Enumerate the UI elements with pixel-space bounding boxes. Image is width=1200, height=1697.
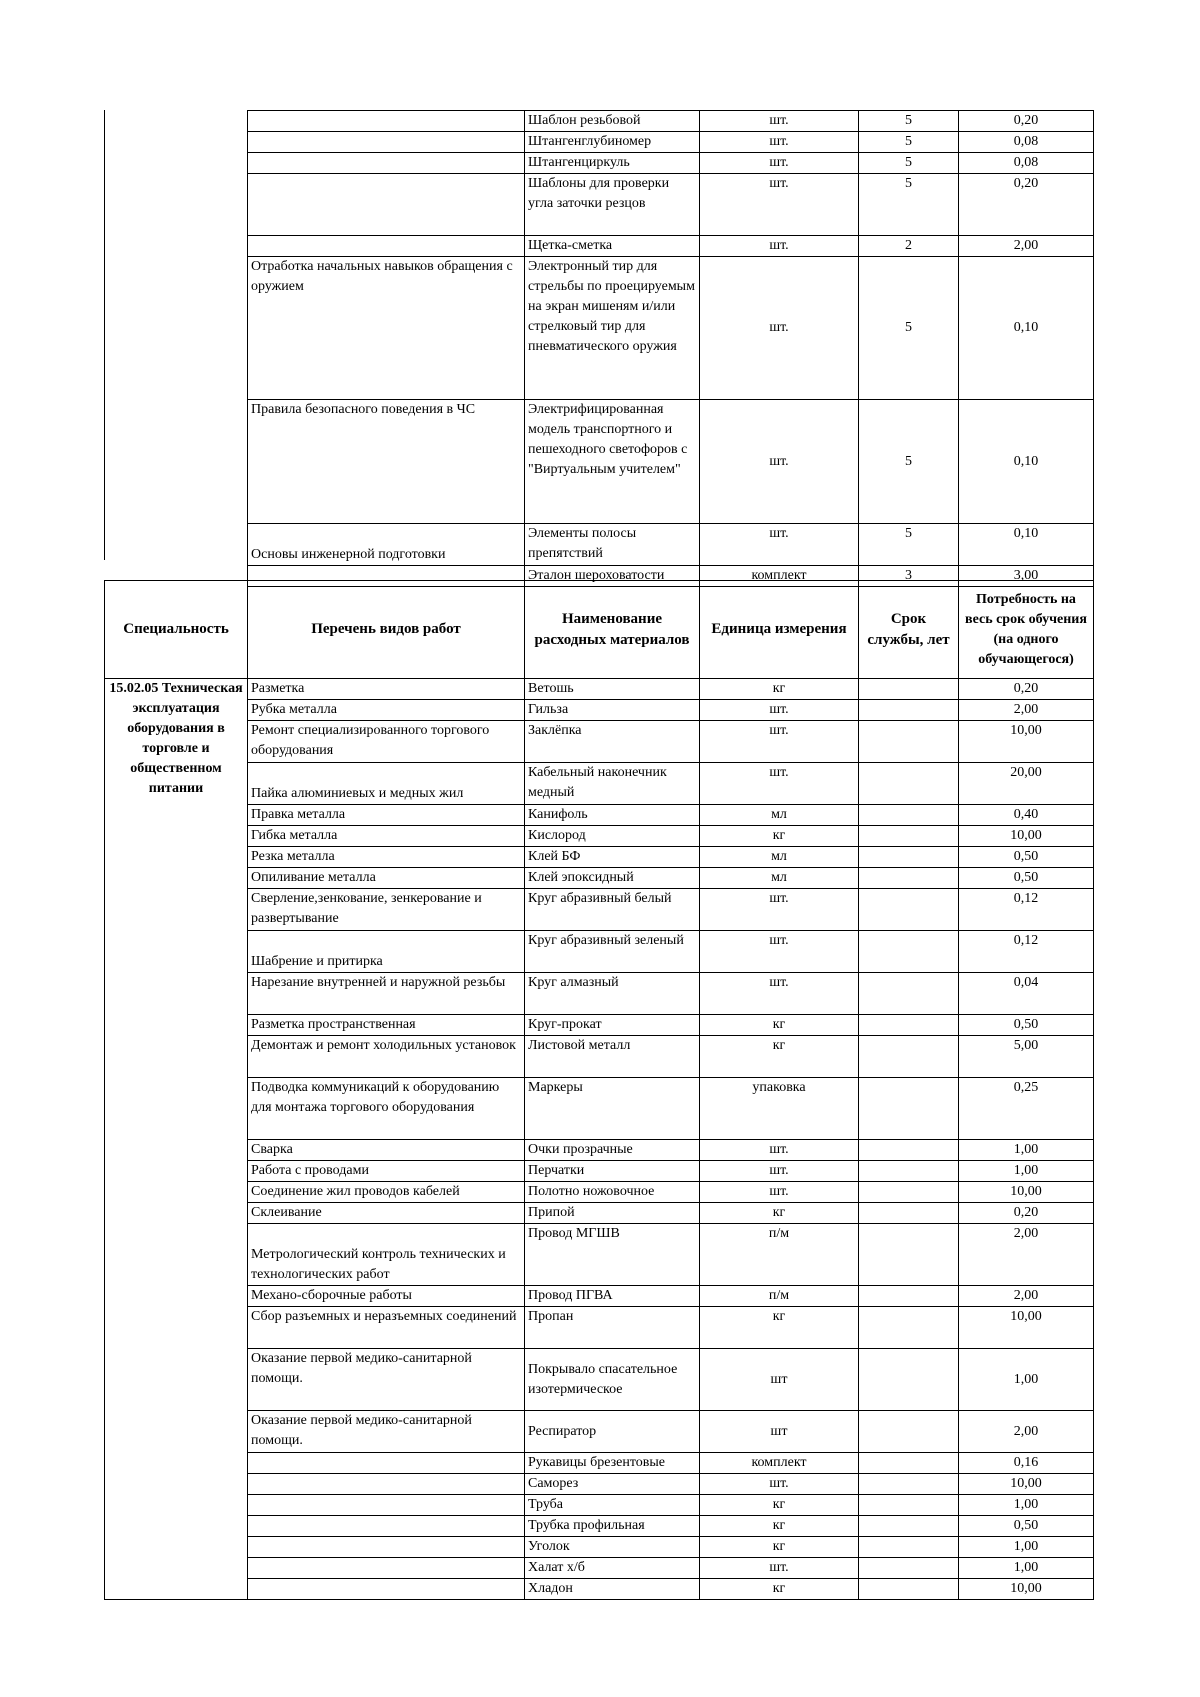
material-cell: Хладон — [525, 1579, 700, 1600]
work-cell: Механо-сборочные работы — [248, 1286, 525, 1307]
material-cell: Электрифицированная модель транспортного и пешеходного светофоров с "Виртуальным учителем" — [525, 400, 700, 524]
need-cell: 10,00 — [959, 1307, 1094, 1349]
need-cell: 1,00 — [959, 1495, 1094, 1516]
table-row — [105, 1286, 1094, 1307]
material-cell: Респиратор — [525, 1411, 700, 1453]
material-cell: Пропан — [525, 1307, 700, 1349]
life-cell — [859, 889, 959, 931]
unit-cell: кг — [700, 1307, 859, 1349]
material-cell: Кабельный наконечник медный — [525, 763, 700, 805]
table-row — [248, 400, 1094, 524]
life-cell — [859, 1579, 959, 1600]
unit-cell: шт. — [700, 257, 859, 400]
specialty-cell: 15.02.05 Техническая эксплуатация оборудования в торговле и общественном питании — [105, 679, 248, 1600]
table-row — [105, 1453, 1094, 1474]
table-row — [248, 174, 1094, 236]
work-cell: Метрологический контроль технических и технологических работ — [248, 1224, 525, 1286]
unit-cell: шт. — [700, 721, 859, 763]
life-cell: 5 — [859, 257, 959, 400]
header-need: Потребность на весь срок обучения (на одного обучающегося) — [959, 581, 1094, 679]
unit-cell: шт. — [700, 236, 859, 257]
materials-table — [104, 580, 1094, 1600]
material-cell: Провод МГШВ — [525, 1224, 700, 1286]
need-cell: 1,00 — [959, 1537, 1094, 1558]
life-cell: 5 — [859, 132, 959, 153]
need-cell: 0,40 — [959, 805, 1094, 826]
need-cell: 0,16 — [959, 1453, 1094, 1474]
need-cell: 0,20 — [959, 1203, 1094, 1224]
unit-cell: шт. — [700, 174, 859, 236]
unit-cell: упаковка — [700, 1078, 859, 1140]
work-cell: Резка металла — [248, 847, 525, 868]
material-cell: Провод ПГВА — [525, 1286, 700, 1307]
work-cell — [248, 132, 525, 153]
table-row — [248, 153, 1094, 174]
unit-cell: шт. — [700, 400, 859, 524]
material-cell: Шаблон резьбовой — [525, 111, 700, 132]
life-cell — [859, 700, 959, 721]
work-cell: Рубка металла — [248, 700, 525, 721]
work-cell: Основы инженерной подготовки — [248, 524, 525, 566]
unit-cell: кг — [700, 1495, 859, 1516]
material-cell: Труба — [525, 1495, 700, 1516]
material-cell: Маркеры — [525, 1078, 700, 1140]
table-row — [105, 1349, 1094, 1411]
life-cell — [859, 1516, 959, 1537]
material-cell: Перчатки — [525, 1161, 700, 1182]
work-cell: Гибка металла — [248, 826, 525, 847]
life-cell: 5 — [859, 524, 959, 566]
need-cell: 1,00 — [959, 1140, 1094, 1161]
work-cell — [248, 236, 525, 257]
life-cell — [859, 1161, 959, 1182]
life-cell — [859, 679, 959, 700]
material-cell: Электронный тир для стрельбы по проецируемым на экран мишеням и/или стрелковый тир для пневматического оружия — [525, 257, 700, 400]
need-cell: 10,00 — [959, 721, 1094, 763]
top-continuation-table — [247, 110, 1094, 587]
life-cell — [859, 1411, 959, 1453]
unit-cell: шт. — [700, 700, 859, 721]
header-works: Перечень видов работ — [248, 581, 525, 679]
material-cell: Трубка профильная — [525, 1516, 700, 1537]
table-row — [105, 805, 1094, 826]
unit-cell: шт. — [700, 1474, 859, 1495]
life-cell — [859, 868, 959, 889]
life-cell — [859, 1453, 959, 1474]
material-cell: Круг алмазный — [525, 973, 700, 1015]
header-specialty: Специальность — [105, 581, 248, 679]
work-cell — [248, 1558, 525, 1579]
life-cell — [859, 1307, 959, 1349]
life-cell — [859, 1078, 959, 1140]
table-row — [105, 973, 1094, 1015]
work-cell: Пайка алюминиевых и медных жил — [248, 763, 525, 805]
need-cell: 10,00 — [959, 1474, 1094, 1495]
table-row — [105, 1036, 1094, 1078]
need-cell: 0,50 — [959, 847, 1094, 868]
need-cell: 5,00 — [959, 1036, 1094, 1078]
work-cell: Подводка коммуникаций к оборудованию для монтажа торгового оборудования — [248, 1078, 525, 1140]
unit-cell: мл — [700, 805, 859, 826]
material-cell: Заклёпка — [525, 721, 700, 763]
unit-cell: кг — [700, 1036, 859, 1078]
unit-cell: комплект — [700, 1453, 859, 1474]
material-cell: Очки прозрачные — [525, 1140, 700, 1161]
life-cell — [859, 847, 959, 868]
need-cell: 2,00 — [959, 236, 1094, 257]
unit-cell: шт. — [700, 1161, 859, 1182]
header-unit: Единица измерения — [700, 581, 859, 679]
life-cell — [859, 1203, 959, 1224]
unit-cell: мл — [700, 868, 859, 889]
need-cell: 10,00 — [959, 826, 1094, 847]
need-cell: 1,00 — [959, 1161, 1094, 1182]
unit-cell: комплект — [700, 566, 859, 587]
material-cell: Халат х/б — [525, 1558, 700, 1579]
need-cell: 3,00 — [959, 566, 1094, 587]
work-cell — [248, 153, 525, 174]
material-cell: Круг абразивный белый — [525, 889, 700, 931]
work-cell: Разметка пространственная — [248, 1015, 525, 1036]
unit-cell: кг — [700, 1579, 859, 1600]
unit-cell: п/м — [700, 1286, 859, 1307]
work-cell — [248, 1474, 525, 1495]
work-cell: Соединение жил проводов кабелей — [248, 1182, 525, 1203]
need-cell: 0,10 — [959, 400, 1094, 524]
material-cell: Саморез — [525, 1474, 700, 1495]
work-cell: Работа с проводами — [248, 1161, 525, 1182]
need-cell: 2,00 — [959, 1411, 1094, 1453]
life-cell — [859, 1182, 959, 1203]
need-cell: 0,08 — [959, 153, 1094, 174]
work-cell: Правка металла — [248, 805, 525, 826]
life-cell — [859, 1224, 959, 1286]
material-cell: Припой — [525, 1203, 700, 1224]
table-row — [105, 826, 1094, 847]
table-row — [105, 1411, 1094, 1453]
header-life: Срок службы, лет — [859, 581, 959, 679]
need-cell: 0,50 — [959, 1015, 1094, 1036]
need-cell: 0,50 — [959, 868, 1094, 889]
table-row — [105, 679, 1094, 700]
work-cell: Разметка — [248, 679, 525, 700]
table-row — [248, 257, 1094, 400]
unit-cell: кг — [700, 1015, 859, 1036]
need-cell: 0,10 — [959, 524, 1094, 566]
work-cell: Склеивание — [248, 1203, 525, 1224]
table-row — [105, 1224, 1094, 1286]
table-row — [105, 1015, 1094, 1036]
need-cell: 0,25 — [959, 1078, 1094, 1140]
life-cell: 3 — [859, 566, 959, 587]
table-row — [105, 1161, 1094, 1182]
material-cell: Круг абразивный зеленый — [525, 931, 700, 973]
work-cell: Ремонт специализированного торгового оборудования — [248, 721, 525, 763]
work-cell — [248, 1537, 525, 1558]
life-cell — [859, 1286, 959, 1307]
life-cell — [859, 1036, 959, 1078]
unit-cell: кг — [700, 826, 859, 847]
material-cell: Ветошь — [525, 679, 700, 700]
table-row — [105, 1537, 1094, 1558]
need-cell: 0,50 — [959, 1516, 1094, 1537]
work-cell — [248, 1453, 525, 1474]
material-cell: Гильза — [525, 700, 700, 721]
unit-cell: шт — [700, 1411, 859, 1453]
life-cell — [859, 763, 959, 805]
work-cell: Оказание первой медико-санитарной помощи. — [248, 1349, 525, 1411]
table-row — [105, 868, 1094, 889]
life-cell — [859, 721, 959, 763]
table-row — [105, 889, 1094, 931]
work-cell — [248, 1579, 525, 1600]
table-row — [105, 1140, 1094, 1161]
table-row — [105, 1182, 1094, 1203]
table-row — [105, 931, 1094, 973]
unit-cell: шт. — [700, 132, 859, 153]
need-cell: 1,00 — [959, 1558, 1094, 1579]
unit-cell: кг — [700, 679, 859, 700]
unit-cell: кг — [700, 1516, 859, 1537]
unit-cell: шт. — [700, 1182, 859, 1203]
life-cell: 5 — [859, 153, 959, 174]
need-cell: 0,20 — [959, 111, 1094, 132]
work-cell — [248, 1495, 525, 1516]
need-cell: 0,12 — [959, 889, 1094, 931]
work-cell: Отработка начальных навыков обращения с оружием — [248, 257, 525, 400]
work-cell — [248, 174, 525, 236]
material-cell: Элементы полосы препятствий — [525, 524, 700, 566]
unit-cell: шт. — [700, 931, 859, 973]
unit-cell: шт. — [700, 763, 859, 805]
table-row — [105, 1558, 1094, 1579]
table-row — [248, 236, 1094, 257]
work-cell — [248, 111, 525, 132]
table-row — [248, 524, 1094, 566]
unit-cell: шт. — [700, 1558, 859, 1579]
unit-cell: кг — [700, 1203, 859, 1224]
table-row — [105, 1307, 1094, 1349]
life-cell — [859, 1495, 959, 1516]
table-row — [105, 1474, 1094, 1495]
left-margin-line-top — [104, 110, 105, 560]
need-cell: 0,20 — [959, 174, 1094, 236]
unit-cell: шт. — [700, 111, 859, 132]
material-cell: Шаблоны для проверки угла заточки резцов — [525, 174, 700, 236]
material-cell: Круг-прокат — [525, 1015, 700, 1036]
work-cell: Опиливание металла — [248, 868, 525, 889]
need-cell: 1,00 — [959, 1349, 1094, 1411]
need-cell: 0,08 — [959, 132, 1094, 153]
table-header-row — [105, 581, 1094, 679]
material-cell: Рукавицы брезентовые — [525, 1453, 700, 1474]
unit-cell: шт. — [700, 524, 859, 566]
work-cell: Шабрение и притирка — [248, 931, 525, 973]
need-cell: 2,00 — [959, 1286, 1094, 1307]
material-cell: Штангенциркуль — [525, 153, 700, 174]
table-row — [105, 1579, 1094, 1600]
life-cell: 5 — [859, 400, 959, 524]
work-cell: Сверление,зенкование, зенкерование и развертывание — [248, 889, 525, 931]
material-cell: Клей БФ — [525, 847, 700, 868]
work-cell: Правила безопасного поведения в ЧС — [248, 400, 525, 524]
unit-cell: шт — [700, 1349, 859, 1411]
need-cell: 10,00 — [959, 1579, 1094, 1600]
work-cell: Нарезание внутренней и наружной резьбы — [248, 973, 525, 1015]
life-cell — [859, 1537, 959, 1558]
work-cell: Демонтаж и ремонт холодильных установок — [248, 1036, 525, 1078]
material-cell: Канифоль — [525, 805, 700, 826]
material-cell: Кислород — [525, 826, 700, 847]
material-cell: Покрывало спасательное изотермическое — [525, 1349, 700, 1411]
table-row — [105, 1078, 1094, 1140]
life-cell — [859, 1349, 959, 1411]
unit-cell: кг — [700, 1537, 859, 1558]
material-cell: Клей эпоксидный — [525, 868, 700, 889]
table-row — [105, 700, 1094, 721]
life-cell — [859, 931, 959, 973]
work-cell: Оказание первой медико-санитарной помощи. — [248, 1411, 525, 1453]
material-cell: Листовой металл — [525, 1036, 700, 1078]
life-cell — [859, 973, 959, 1015]
unit-cell: шт. — [700, 889, 859, 931]
material-cell: Уголок — [525, 1537, 700, 1558]
life-cell: 2 — [859, 236, 959, 257]
need-cell: 0,04 — [959, 973, 1094, 1015]
life-cell — [859, 1474, 959, 1495]
table-row — [105, 1516, 1094, 1537]
header-material: Наименование расходных материалов — [525, 581, 700, 679]
need-cell: 0,12 — [959, 931, 1094, 973]
life-cell — [859, 1558, 959, 1579]
material-cell: Полотно ножовочное — [525, 1182, 700, 1203]
material-cell: Штангенглубиномер — [525, 132, 700, 153]
life-cell: 5 — [859, 174, 959, 236]
table-row — [248, 132, 1094, 153]
table-row — [248, 111, 1094, 132]
material-cell: Щетка-сметка — [525, 236, 700, 257]
life-cell — [859, 805, 959, 826]
work-cell — [248, 1516, 525, 1537]
need-cell: 20,00 — [959, 763, 1094, 805]
work-cell: Сбор разъемных и неразъемных соединений — [248, 1307, 525, 1349]
need-cell: 2,00 — [959, 700, 1094, 721]
table-row — [105, 1203, 1094, 1224]
unit-cell: шт. — [700, 153, 859, 174]
need-cell: 0,20 — [959, 679, 1094, 700]
need-cell: 10,00 — [959, 1182, 1094, 1203]
unit-cell: шт. — [700, 973, 859, 1015]
table-row — [105, 763, 1094, 805]
need-cell: 0,10 — [959, 257, 1094, 400]
life-cell: 5 — [859, 111, 959, 132]
life-cell — [859, 1140, 959, 1161]
table-row — [105, 721, 1094, 763]
unit-cell: п/м — [700, 1224, 859, 1286]
table-row — [105, 847, 1094, 868]
work-cell: Сварка — [248, 1140, 525, 1161]
table-row — [105, 1495, 1094, 1516]
need-cell: 2,00 — [959, 1224, 1094, 1286]
life-cell — [859, 826, 959, 847]
unit-cell: шт. — [700, 1140, 859, 1161]
life-cell — [859, 1015, 959, 1036]
unit-cell: мл — [700, 847, 859, 868]
material-cell: Эталон шероховатости — [525, 566, 700, 587]
